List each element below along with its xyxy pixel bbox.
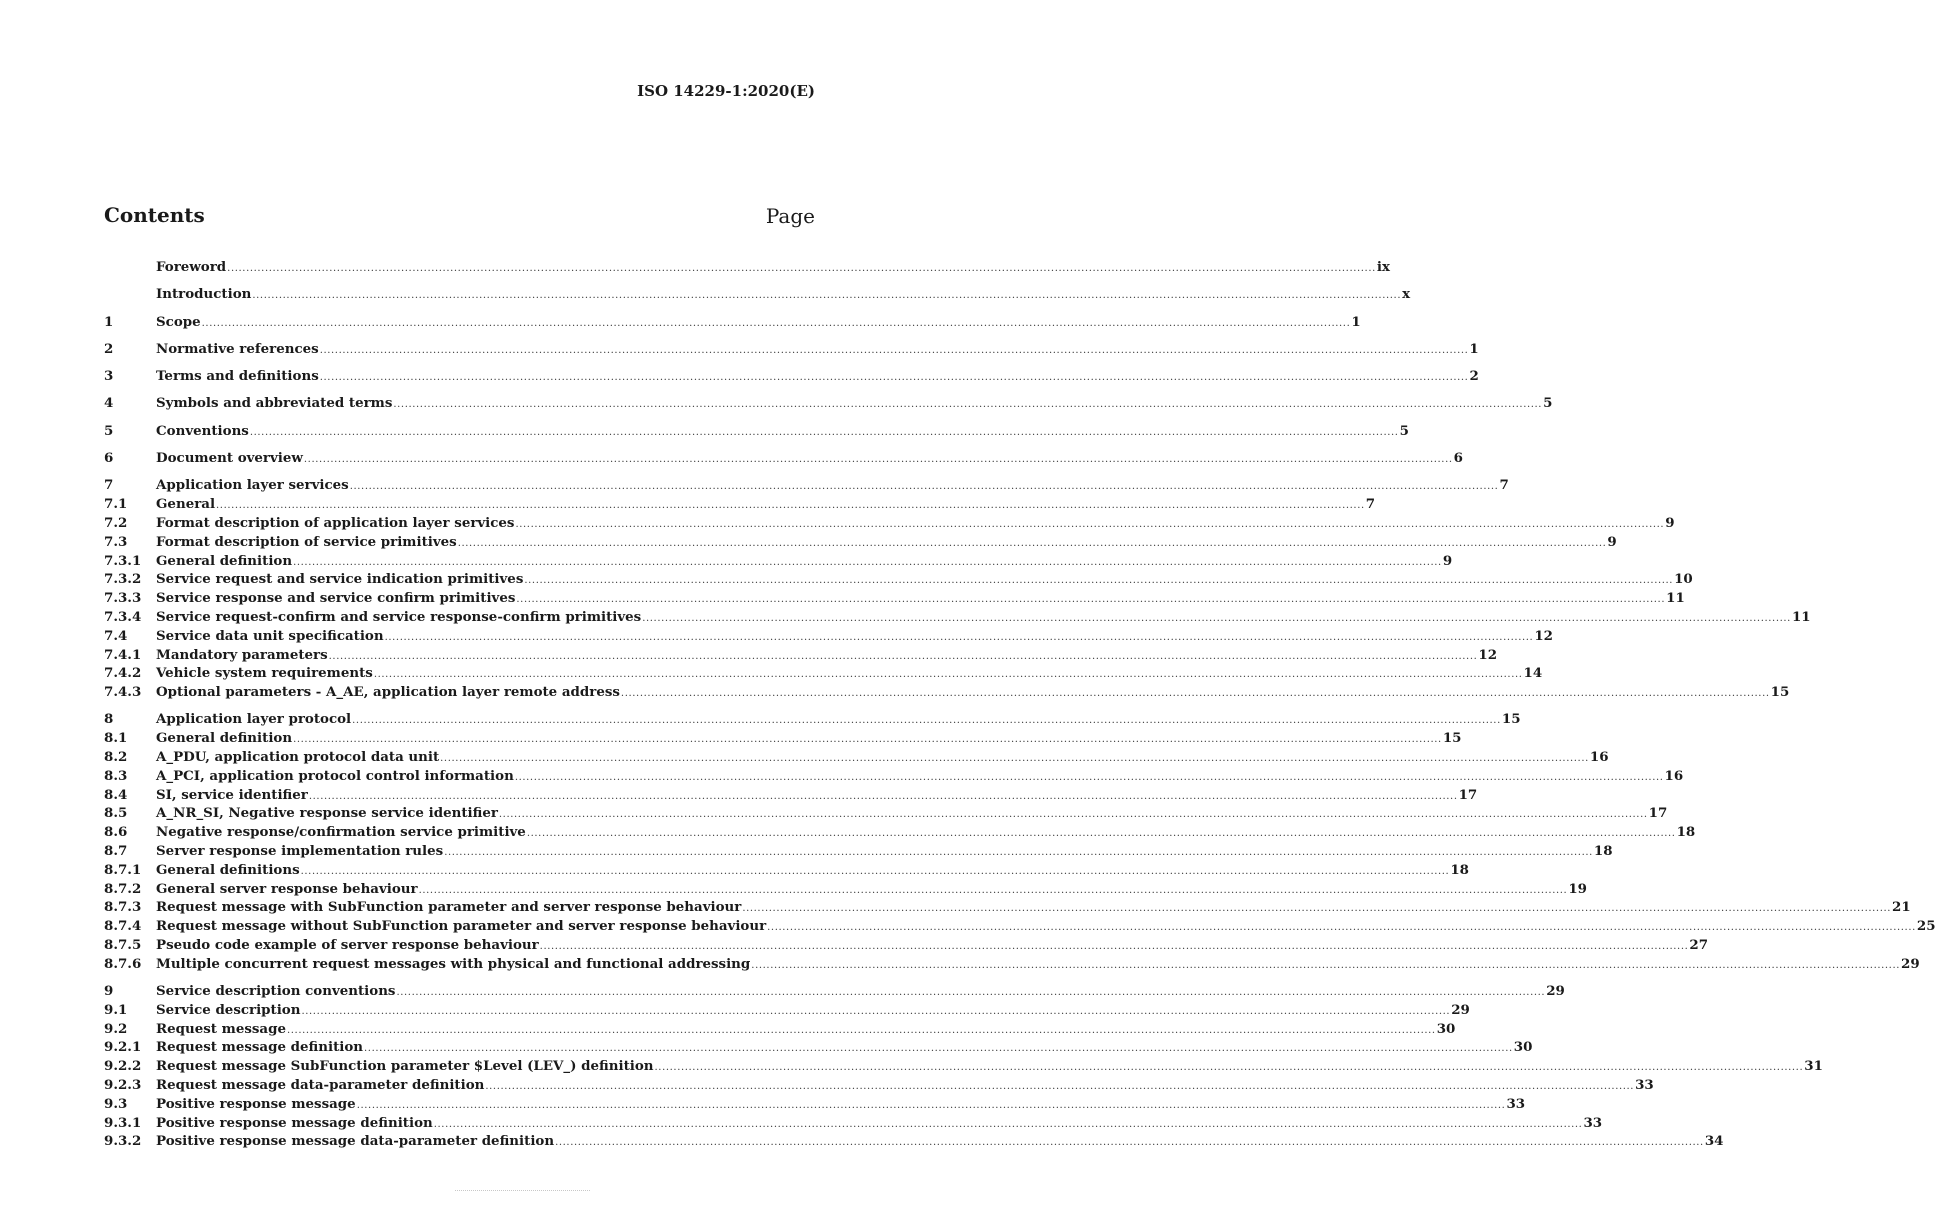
toc-entry[interactable] xyxy=(104,258,1390,277)
toc-entry[interactable] xyxy=(104,367,1479,386)
toc-entry-page: 25 xyxy=(1916,918,1936,935)
toc-entry-title: General server response behaviour xyxy=(156,880,418,897)
toc-entry-number: 8.5 xyxy=(104,805,128,822)
toc-entry-number: 7.3.1 xyxy=(104,552,142,569)
toc-entry-page: 18 xyxy=(1676,824,1696,841)
toc-entry-title: Optional parameters - A_AE, application layer remote address xyxy=(156,684,620,701)
toc-entry[interactable] xyxy=(104,394,1553,413)
toc-entry[interactable] xyxy=(104,627,1553,646)
toc-entry-title: Format description of service primitives xyxy=(156,533,457,550)
toc-entry-page: 21 xyxy=(1892,899,1911,916)
toc-entry[interactable] xyxy=(104,533,1617,552)
toc-entry-title: Request message definition xyxy=(156,1039,364,1056)
toc-entry-title: Conventions xyxy=(156,422,249,439)
footer-watermark xyxy=(455,1190,590,1195)
toc-entry-title: Foreword xyxy=(156,259,227,275)
toc-entry[interactable] xyxy=(104,608,1811,627)
dot-leader xyxy=(329,648,1478,667)
toc-entry-number: 8.2 xyxy=(104,749,128,766)
toc-entry-number: 7.4.2 xyxy=(104,665,142,682)
dot-leader xyxy=(301,863,1450,882)
toc-entry-page: 7 xyxy=(1499,477,1509,494)
toc-entry-title: Positive response message definition xyxy=(156,1114,433,1131)
toc-entry-page: 29 xyxy=(1901,955,1920,972)
toc-entry[interactable] xyxy=(104,955,1920,974)
toc-entry-number: 9.2 xyxy=(104,1020,128,1037)
toc-entry-page: 16 xyxy=(1589,749,1609,766)
toc-entry[interactable] xyxy=(104,683,1790,702)
toc-entry-page: 1 xyxy=(1469,340,1479,357)
toc-entry-title: Service description xyxy=(156,1001,301,1018)
toc-entry[interactable] xyxy=(104,748,1609,767)
toc-entry[interactable] xyxy=(104,767,1684,786)
toc-entry-title: Request message without SubFunction parameter and server response behaviour xyxy=(156,918,767,935)
dot-leader xyxy=(516,591,1665,610)
toc-entry[interactable] xyxy=(104,982,1565,1001)
toc-entry-number: 8.1 xyxy=(104,730,128,747)
toc-entry-page: 1 xyxy=(1351,313,1361,330)
toc-entry-title: Service description conventions xyxy=(156,983,396,1000)
contents-heading: Contents xyxy=(104,203,205,227)
toc-entry-number: 9.2.3 xyxy=(104,1077,142,1094)
toc-entry-page: 27 xyxy=(1689,937,1709,953)
toc-entry[interactable] xyxy=(104,1132,1724,1151)
toc-entry-number: 1 xyxy=(104,313,114,330)
toc-entry-page: 18 xyxy=(1593,843,1613,860)
dot-leader xyxy=(350,478,1499,497)
toc-entry[interactable] xyxy=(104,285,1411,304)
toc-entry-number: 8.7.3 xyxy=(104,899,142,916)
toc-entry[interactable] xyxy=(104,495,1376,514)
toc-entry-page: 33 xyxy=(1635,1077,1654,1094)
toc-entry-number: 4 xyxy=(104,395,114,412)
dot-leader xyxy=(458,535,1607,554)
document-id: ISO 14229-1:2020(E) xyxy=(637,82,815,100)
dot-leader xyxy=(293,731,1442,750)
dot-leader xyxy=(515,769,1664,788)
dot-leader xyxy=(250,424,1399,443)
toc-entry-title: Request message with SubFunction parameter and server response behaviour xyxy=(156,899,742,916)
dot-leader xyxy=(555,1134,1704,1153)
toc-entry-page: 18 xyxy=(1450,861,1469,878)
toc-entry-title: Negative response/confirmation service primitive xyxy=(156,824,526,841)
toc-entry-title: Symbols and abbreviated terms xyxy=(156,395,393,412)
toc-entry-number: 7.3 xyxy=(104,533,128,550)
toc-entry[interactable] xyxy=(104,570,1693,589)
toc-entry-number: 6 xyxy=(104,450,114,467)
toc-entry-number: 8.7.2 xyxy=(104,880,142,897)
dot-leader xyxy=(767,919,1916,938)
toc-entry-title: Service response and service confirm primitives xyxy=(156,590,516,607)
toc-entry-title: Request message SubFunction parameter $Level (LEV_) definition xyxy=(156,1058,654,1075)
toc-entry[interactable] xyxy=(104,340,1479,359)
toc-entry[interactable] xyxy=(104,917,1936,936)
toc-entry-page: 15 xyxy=(1501,711,1521,728)
toc-entry-title: Normative references xyxy=(156,340,319,357)
toc-entry-title: Format description of application layer services xyxy=(156,514,515,531)
toc-entry[interactable] xyxy=(104,880,1587,899)
toc-entry-number: 7.4 xyxy=(104,627,128,644)
toc-entry[interactable] xyxy=(104,823,1696,842)
toc-entry[interactable] xyxy=(104,710,1521,729)
toc-entry-page: 30 xyxy=(1436,1020,1456,1037)
toc-entry-number: 2 xyxy=(104,340,114,357)
dot-leader xyxy=(357,1097,1506,1116)
toc-entry-number: 8.4 xyxy=(104,786,128,803)
toc-entry[interactable] xyxy=(104,861,1469,880)
toc-entry-number: 7 xyxy=(104,477,114,494)
toc-entry[interactable] xyxy=(104,1001,1470,1020)
toc-entry-number: 9.3.1 xyxy=(104,1114,142,1131)
dot-leader xyxy=(524,572,1673,591)
toc-entry-page: 5 xyxy=(1399,422,1409,439)
toc-entry-title: A_PCI, application protocol control information xyxy=(156,767,514,784)
toc-entry-number: 7.4.1 xyxy=(104,646,142,663)
dot-leader xyxy=(485,1078,1634,1097)
dot-leader xyxy=(440,750,1589,769)
toc-entry-title: Scope xyxy=(156,313,201,330)
toc-entry[interactable] xyxy=(104,1114,1603,1133)
toc-entry-title: General xyxy=(156,496,216,513)
toc-entry-title: A_NR_SI, Negative response service identifier xyxy=(156,805,498,822)
toc-entry-page: 15 xyxy=(1442,730,1462,747)
table-of-contents xyxy=(104,258,1936,1151)
toc-entry-page: 9 xyxy=(1442,552,1453,569)
toc-entry-title: Application layer services xyxy=(156,477,349,494)
toc-entry-page: 12 xyxy=(1534,627,1553,644)
dot-leader xyxy=(655,1059,1804,1078)
toc-entry-page: 15 xyxy=(1770,684,1790,701)
toc-entry-number: 9 xyxy=(104,983,114,1000)
toc-entry-page: 29 xyxy=(1546,983,1565,1000)
toc-entry-page: 2 xyxy=(1469,368,1479,385)
toc-entry[interactable] xyxy=(104,552,1453,571)
toc-entry-number: 7.2 xyxy=(104,514,128,531)
dot-leader xyxy=(385,629,1534,648)
toc-entry[interactable] xyxy=(104,1020,1456,1039)
toc-entry-number: 7.4.3 xyxy=(104,684,142,701)
toc-entry[interactable] xyxy=(104,1057,1823,1076)
toc-entry-title: Service request-confirm and service response-confirm primitives xyxy=(156,608,642,625)
dot-leader xyxy=(252,287,1401,306)
toc-entry-page: 30 xyxy=(1513,1039,1533,1056)
toc-entry[interactable] xyxy=(104,476,1509,495)
toc-entry-page: 33 xyxy=(1583,1114,1603,1131)
toc-entry-number: 8.7.4 xyxy=(104,918,142,935)
toc-entry-number: 9.3 xyxy=(104,1095,128,1112)
toc-entry-number: 9.2.1 xyxy=(104,1039,142,1056)
toc-entry-page: 29 xyxy=(1451,1001,1470,1018)
toc-entry-title: A_PDU, application protocol data unit xyxy=(156,749,440,766)
dot-leader xyxy=(642,610,1791,629)
toc-entry-title: Positive response message xyxy=(156,1095,356,1112)
dot-leader xyxy=(515,516,1664,535)
toc-entry-title: Positive response message data-parameter definition xyxy=(156,1133,555,1150)
toc-entry-title: General definition xyxy=(156,730,293,747)
toc-entry-title: Server response implementation rules xyxy=(156,843,444,860)
toc-entry[interactable] xyxy=(104,1038,1533,1057)
toc-entry[interactable] xyxy=(104,646,1498,665)
toc-entry-page: 5 xyxy=(1543,395,1553,412)
toc-entry-title: Request message data-parameter definition xyxy=(156,1077,485,1094)
toc-entry-title: Application layer protocol xyxy=(156,711,352,728)
dot-leader xyxy=(301,1003,1450,1022)
toc-entry[interactable] xyxy=(104,898,1911,917)
toc-entry-page: 33 xyxy=(1506,1095,1526,1112)
toc-entry-number: 9.3.2 xyxy=(104,1133,142,1150)
toc-entry-number: 8.7 xyxy=(104,843,128,860)
dot-leader xyxy=(499,806,1648,825)
toc-entry-page: ix xyxy=(1376,259,1390,275)
toc-entry-number: 8 xyxy=(104,711,114,728)
toc-entry-title: Mandatory parameters xyxy=(156,646,328,663)
toc-entry-title: Terms and definitions xyxy=(156,368,319,385)
toc-entry-title: Request message xyxy=(156,1020,286,1037)
dot-leader xyxy=(304,451,1453,470)
dot-leader xyxy=(742,900,1891,919)
toc-entry-number: 3 xyxy=(104,368,114,385)
toc-entry-page: 9 xyxy=(1665,514,1675,531)
dot-leader xyxy=(320,369,1469,388)
toc-entry-page: x xyxy=(1402,286,1411,303)
toc-entry[interactable] xyxy=(104,804,1668,823)
toc-entry-number: 7.1 xyxy=(104,496,128,513)
page-column-label: Page xyxy=(765,204,815,228)
toc-entry-number: 8.3 xyxy=(104,767,128,784)
dot-leader xyxy=(621,685,1770,704)
toc-entry[interactable] xyxy=(104,664,1543,683)
toc-entry-title: Multiple concurrent request messages with physical and functional addressing xyxy=(156,955,751,972)
toc-entry-page: 7 xyxy=(1365,496,1376,513)
toc-entry-page: 6 xyxy=(1453,450,1463,467)
toc-entry-number: 8.7.1 xyxy=(104,861,142,878)
toc-entry-title: Pseudo code example of server response behaviour xyxy=(156,937,539,953)
toc-entry-page: 14 xyxy=(1523,665,1543,682)
toc-entry-page: 9 xyxy=(1607,533,1617,550)
toc-entry-title: Service request and service indication primitives xyxy=(156,571,524,588)
dot-leader xyxy=(444,844,1593,863)
toc-entry-page: 12 xyxy=(1478,646,1498,663)
toc-entry-number: 9.2.2 xyxy=(104,1058,142,1075)
dot-leader xyxy=(393,396,1542,415)
toc-entry-number: 8.7.6 xyxy=(104,955,142,972)
dot-leader xyxy=(396,984,1545,1003)
dot-leader xyxy=(352,712,1501,731)
toc-entry[interactable] xyxy=(104,1095,1526,1114)
toc-entry[interactable] xyxy=(104,1076,1654,1095)
toc-entry[interactable] xyxy=(104,786,1478,805)
toc-entry-title: Introduction xyxy=(156,286,252,303)
toc-entry-page: 11 xyxy=(1666,590,1685,607)
toc-entry-title: Document overview xyxy=(156,450,303,467)
dot-leader xyxy=(320,342,1469,361)
dot-leader xyxy=(227,260,1376,279)
toc-entry-title: Vehicle system requirements xyxy=(156,665,373,682)
toc-entry[interactable] xyxy=(104,449,1463,468)
toc-entry-title: Service data unit specification xyxy=(156,627,384,644)
toc-entry-page: 16 xyxy=(1664,767,1684,784)
toc-entry-title: SI, service identifier xyxy=(156,786,308,803)
toc-entry-page: 17 xyxy=(1648,805,1668,822)
toc-entry-number: 8.6 xyxy=(104,824,128,841)
dot-leader xyxy=(434,1116,1583,1135)
toc-entry-page: 19 xyxy=(1568,880,1587,897)
toc-entry-number: 7.3.4 xyxy=(104,608,142,625)
toc-entry-number: 5 xyxy=(104,422,114,439)
dot-leader xyxy=(751,957,1900,976)
toc-entry-page: 10 xyxy=(1674,571,1693,588)
toc-entry-page: 31 xyxy=(1804,1058,1823,1075)
toc-entry-page: 34 xyxy=(1704,1133,1724,1150)
toc-entry[interactable] xyxy=(104,422,1409,441)
toc-entry-page: 17 xyxy=(1458,786,1478,803)
toc-entry-number: 7.3.2 xyxy=(104,571,142,588)
toc-entry[interactable] xyxy=(104,589,1685,608)
toc-entry[interactable] xyxy=(104,729,1462,748)
dot-leader xyxy=(287,1022,1436,1041)
dot-leader xyxy=(527,825,1676,844)
toc-entry-number: 9.1 xyxy=(104,1001,128,1018)
toc-entry[interactable] xyxy=(104,936,1709,955)
toc-entry-title: General definitions xyxy=(156,861,300,878)
toc-entry-page: 11 xyxy=(1791,608,1811,625)
toc-entry[interactable] xyxy=(104,313,1361,332)
toc-entry-number: 8.7.5 xyxy=(104,937,142,953)
toc-entry-number: 7.3.3 xyxy=(104,590,142,607)
toc-entry[interactable] xyxy=(104,842,1613,861)
toc-entry[interactable] xyxy=(104,514,1675,533)
toc-entry-title: General definition xyxy=(156,552,293,569)
dot-leader xyxy=(202,315,1351,334)
